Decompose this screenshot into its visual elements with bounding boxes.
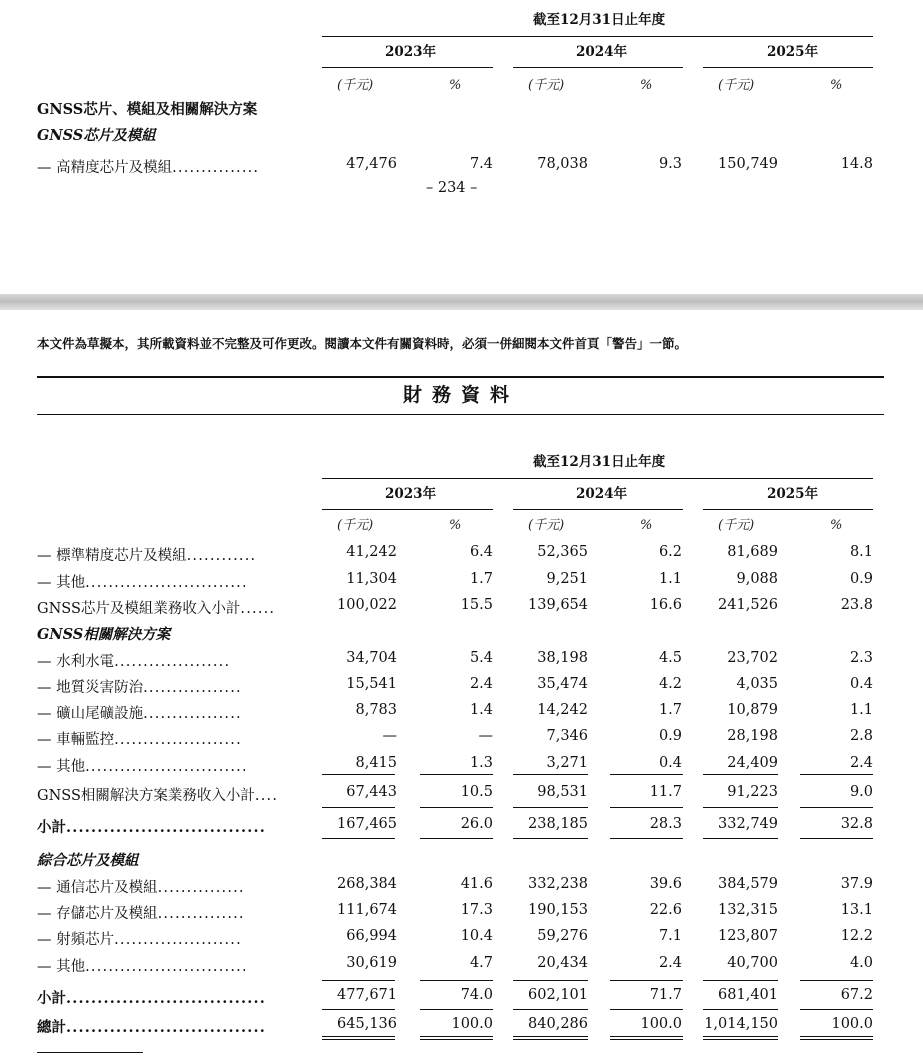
cell-2023-pct: 6.4 xyxy=(469,544,493,560)
cell-2023-amount: 67,443 xyxy=(346,784,397,800)
table-row xyxy=(0,876,923,896)
cell-2024-amount: 190,153 xyxy=(528,902,588,918)
cell-2024-amount: 602,101 xyxy=(528,987,588,1003)
period-underline xyxy=(322,478,873,479)
rule-after-other-2023a xyxy=(322,774,395,775)
rule-before-subtotal-2025a xyxy=(703,807,778,808)
rule-before-subtotal-2024p xyxy=(610,807,683,808)
row-label: — 地質災害防治................. xyxy=(37,680,242,696)
rule-before-subtotal-2023p xyxy=(420,807,493,808)
cell-2025-amount: 91,223 xyxy=(727,784,778,800)
rule-after-other-2023p xyxy=(420,774,493,775)
cell-2025-amount: 1,014,150 xyxy=(704,1016,778,1032)
cell-2023-amount: 47,476 xyxy=(346,156,397,172)
rule-before-subtotal2-2025a xyxy=(703,980,778,981)
title-rule-top xyxy=(37,376,884,378)
cell-2023-pct: 10.4 xyxy=(460,928,493,944)
cell-2025-pct: 1.1 xyxy=(849,702,873,718)
row-label: — 車輛監控...................... xyxy=(37,732,242,748)
top-year-underline-2023 xyxy=(322,67,493,68)
top-row-high-precision xyxy=(0,156,923,176)
cell-2023-pct: 4.7 xyxy=(469,955,493,971)
cell-2024-pct: 9.3 xyxy=(658,156,682,172)
cell-2024-amount: 332,238 xyxy=(528,876,588,892)
cell-2024-amount: 7,346 xyxy=(546,728,588,744)
cell-2025-pct: 9.0 xyxy=(849,784,873,800)
table-row xyxy=(0,544,923,564)
total-double-rule-2023p-2 xyxy=(420,1039,493,1040)
cell-2024-pct: 7.1 xyxy=(658,928,682,944)
rule-before-subtotal2-2025p xyxy=(800,980,873,981)
cell-2025-amount: 24,409 xyxy=(727,755,778,771)
year-2024: 2024年 xyxy=(576,486,628,502)
cell-2025-amount: 241,526 xyxy=(718,597,778,613)
cell-2024-pct: 28.3 xyxy=(649,816,682,832)
cell-2023-amount: 111,674 xyxy=(337,902,397,918)
rule-before-total-2025a xyxy=(703,1009,778,1010)
cell-2023-amount: 30,619 xyxy=(346,955,397,971)
cell-2024-amount: 59,276 xyxy=(537,928,588,944)
cell-2024-pct: 39.6 xyxy=(649,876,682,892)
table-row xyxy=(0,784,923,804)
total-double-rule-2023p-1 xyxy=(420,1036,493,1037)
row-label: — 高精度芯片及模組............... xyxy=(37,160,260,176)
cell-2024-pct: 16.6 xyxy=(649,597,682,613)
row-label: — 其他............................ xyxy=(37,959,248,975)
table-row xyxy=(0,955,923,975)
section-title: 財務資料 xyxy=(403,384,520,406)
cell-2024-amount: 78,038 xyxy=(537,156,588,172)
rule-before-total-2025p xyxy=(800,1009,873,1010)
rule-before-subtotal2-2023p xyxy=(420,980,493,981)
cell-2025-amount: 23,702 xyxy=(727,650,778,666)
row-label: GNSS相關解決方案業務收入小計.... xyxy=(37,788,279,804)
table-row xyxy=(0,928,923,948)
cell-2023-amount: 8,415 xyxy=(355,755,397,771)
row-label: — 射頻芯片...................... xyxy=(37,932,242,948)
cell-2024-pct: 0.4 xyxy=(658,755,682,771)
cell-2025-pct: 2.3 xyxy=(849,650,873,666)
rule-before-subtotal-2023a xyxy=(322,807,395,808)
top-unit-amount-2024: (千元) xyxy=(528,78,565,93)
row-label: — 存儲芯片及模組............... xyxy=(37,906,245,922)
cell-2023-amount: 645,136 xyxy=(337,1016,397,1032)
row-label: — 礦山尾礦設施................. xyxy=(37,706,242,722)
cell-2024-amount: 35,474 xyxy=(537,676,588,692)
group-heading: 綜合芯片及模組 xyxy=(37,852,139,869)
top-year-2025: 2025年 xyxy=(767,44,819,60)
cell-2023-pct: 5.4 xyxy=(469,650,493,666)
row-label: — 水利水電.................... xyxy=(37,654,231,670)
title-rule-bottom xyxy=(37,414,884,415)
table-row xyxy=(0,676,923,696)
cell-2025-amount: 40,700 xyxy=(727,955,778,971)
top-year-underline-2024 xyxy=(513,67,683,68)
unit-amount-2025: (千元) xyxy=(718,518,755,533)
top-year-2024: 2024年 xyxy=(576,44,628,60)
cell-2024-amount: 139,654 xyxy=(528,597,588,613)
cell-2024-amount: 9,251 xyxy=(546,571,588,587)
top-unit-pct-2024: % xyxy=(640,78,653,93)
cell-2025-amount: 28,198 xyxy=(727,728,778,744)
cell-2025-pct: 4.0 xyxy=(849,955,873,971)
cell-2025-amount: 150,749 xyxy=(718,156,778,172)
row-label: 小計................................ xyxy=(37,990,266,1007)
year-2025: 2025年 xyxy=(767,486,819,502)
cell-2024-pct: 1.7 xyxy=(658,702,682,718)
cell-2025-pct: 2.8 xyxy=(849,728,873,744)
cell-2025-pct: 0.9 xyxy=(849,571,873,587)
cell-2024-amount: 20,434 xyxy=(537,955,588,971)
rule-before-total-2024a xyxy=(513,1009,588,1010)
rule-after-other-2024a xyxy=(513,774,588,775)
cell-2025-pct: 2.4 xyxy=(849,755,873,771)
cell-2025-pct: 67.2 xyxy=(840,987,873,1003)
rule-after-subtotal-2024a xyxy=(513,838,588,839)
cell-2023-amount: 15,541 xyxy=(346,676,397,692)
period-header: 截至12月31日止年度 xyxy=(533,454,666,470)
top-year-underline-2025 xyxy=(703,67,873,68)
year-underline-2024 xyxy=(513,509,683,510)
cell-2025-amount: 4,035 xyxy=(736,676,778,692)
unit-amount-2024: (千元) xyxy=(528,518,565,533)
cell-2024-pct: 1.1 xyxy=(658,571,682,587)
cell-2023-amount: 8,783 xyxy=(355,702,397,718)
rule-before-subtotal2-2023a xyxy=(322,980,395,981)
cell-2023-amount: 100,022 xyxy=(337,597,397,613)
table-row xyxy=(0,1016,923,1036)
row-label: GNSS芯片及模組業務收入小計...... xyxy=(37,601,276,617)
table-row xyxy=(0,571,923,591)
cell-2025-pct: 8.1 xyxy=(849,544,873,560)
cell-2024-pct: 22.6 xyxy=(649,902,682,918)
cell-2024-amount: 14,242 xyxy=(537,702,588,718)
table-row xyxy=(0,597,923,617)
cell-2023-amount: 167,465 xyxy=(337,816,397,832)
cell-2024-amount: 238,185 xyxy=(528,816,588,832)
page-break-divider xyxy=(0,294,923,310)
row-label: — 其他............................ xyxy=(37,575,248,591)
cell-2025-amount: 81,689 xyxy=(727,544,778,560)
cell-2023-amount: 11,304 xyxy=(346,571,397,587)
cell-2024-pct: 4.2 xyxy=(658,676,682,692)
total-double-rule-2024p-2 xyxy=(610,1039,683,1040)
total-double-rule-2025a-1 xyxy=(703,1036,778,1037)
rule-after-subtotal-2023a xyxy=(322,838,395,839)
cell-2023-pct: 2.4 xyxy=(469,676,493,692)
page-number: – 234 – xyxy=(426,180,478,196)
rule-after-other-2025p xyxy=(800,774,873,775)
footnote-rule xyxy=(37,1052,143,1053)
total-double-rule-2023a-2 xyxy=(322,1039,395,1040)
cell-2023-pct: 74.0 xyxy=(460,987,493,1003)
top-period-header: 截至12月31日止年度 xyxy=(533,12,666,28)
cell-2023-pct: 7.4 xyxy=(469,156,493,172)
rule-after-subtotal-2025a xyxy=(703,838,778,839)
cell-2023-pct: 100.0 xyxy=(451,1016,493,1032)
cell-2025-amount: 132,315 xyxy=(718,902,778,918)
cell-2024-pct: 6.2 xyxy=(658,544,682,560)
cell-2023-amount: 66,994 xyxy=(346,928,397,944)
cell-2023-pct: 1.7 xyxy=(469,571,493,587)
unit-pct-2025: % xyxy=(830,518,843,533)
top-section-heading: GNSS芯片、模組及相關解決方案 xyxy=(37,101,258,118)
cell-2025-amount: 123,807 xyxy=(718,928,778,944)
rule-before-subtotal2-2024a xyxy=(513,980,588,981)
group-heading: GNSS相關解決方案 xyxy=(37,626,171,643)
cell-2023-pct: 26.0 xyxy=(460,816,493,832)
top-unit-amount-2025: (千元) xyxy=(718,78,755,93)
rule-before-total-2023a xyxy=(322,1009,395,1010)
cell-2025-amount: 681,401 xyxy=(718,987,778,1003)
cell-2023-pct: 1.3 xyxy=(469,755,493,771)
row-label: 總計................................ xyxy=(37,1019,266,1036)
cell-2023-pct: — xyxy=(478,728,493,744)
total-double-rule-2024p-1 xyxy=(610,1036,683,1037)
rule-after-other-2024p xyxy=(610,774,683,775)
cell-2024-pct: 11.7 xyxy=(649,784,682,800)
rule-after-subtotal-2025p xyxy=(800,838,873,839)
total-double-rule-2025p-1 xyxy=(800,1036,873,1037)
table-row xyxy=(0,849,923,869)
cell-2023-amount: 477,671 xyxy=(337,987,397,1003)
cell-2024-amount: 3,271 xyxy=(546,755,588,771)
rule-before-subtotal2-2024p xyxy=(610,980,683,981)
row-label: — 標準精度芯片及模組............ xyxy=(37,548,257,564)
row-label: — 通信芯片及模組............... xyxy=(37,880,245,896)
cell-2024-pct: 71.7 xyxy=(649,987,682,1003)
year-underline-2023 xyxy=(322,509,493,510)
cell-2023-amount: 41,242 xyxy=(346,544,397,560)
cell-2025-pct: 13.1 xyxy=(840,902,873,918)
cell-2023-pct: 10.5 xyxy=(460,784,493,800)
total-double-rule-2025a-2 xyxy=(703,1039,778,1040)
table-row xyxy=(0,816,923,836)
cell-2025-pct: 0.4 xyxy=(849,676,873,692)
top-unit-amount-2023: (千元) xyxy=(337,78,374,93)
row-label: — 其他............................ xyxy=(37,759,248,775)
top-year-2023: 2023年 xyxy=(385,44,437,60)
top-period-underline xyxy=(322,36,873,37)
year-underline-2025 xyxy=(703,509,873,510)
table-row xyxy=(0,902,923,922)
rule-after-subtotal-2023p xyxy=(420,838,493,839)
cell-2024-pct: 2.4 xyxy=(658,955,682,971)
draft-notice: 本文件為草擬本，其所載資料並不完整及可作更改。閱讀本文件有關資料時，必須一併細閱本文件首頁「警告」一節。 xyxy=(37,336,688,351)
unit-amount-2023: (千元) xyxy=(337,518,374,533)
table-row xyxy=(0,755,923,775)
cell-2023-amount: — xyxy=(382,728,397,744)
rule-after-subtotal-2024p xyxy=(610,838,683,839)
cell-2025-pct: 23.8 xyxy=(840,597,873,613)
table-row xyxy=(0,987,923,1007)
cell-2024-pct: 100.0 xyxy=(640,1016,682,1032)
table-row xyxy=(0,623,923,643)
table-row xyxy=(0,702,923,722)
table-row xyxy=(0,650,923,670)
cell-2023-pct: 15.5 xyxy=(460,597,493,613)
cell-2025-pct: 37.9 xyxy=(840,876,873,892)
rule-after-other-2025a xyxy=(703,774,778,775)
cell-2023-amount: 268,384 xyxy=(337,876,397,892)
cell-2024-pct: 4.5 xyxy=(658,650,682,666)
total-double-rule-2024a-1 xyxy=(513,1036,588,1037)
total-double-rule-2023a-1 xyxy=(322,1036,395,1037)
year-2023: 2023年 xyxy=(385,486,437,502)
top-unit-pct-2023: % xyxy=(449,78,462,93)
cell-2025-amount: 332,749 xyxy=(718,816,778,832)
unit-pct-2023: % xyxy=(449,518,462,533)
top-unit-pct-2025: % xyxy=(830,78,843,93)
cell-2025-amount: 10,879 xyxy=(727,702,778,718)
table-row xyxy=(0,728,923,748)
total-double-rule-2025p-2 xyxy=(800,1039,873,1040)
cell-2024-amount: 840,286 xyxy=(528,1016,588,1032)
cell-2025-amount: 384,579 xyxy=(718,876,778,892)
cell-2025-amount: 9,088 xyxy=(736,571,778,587)
cell-2023-pct: 41.6 xyxy=(460,876,493,892)
cell-2025-pct: 32.8 xyxy=(840,816,873,832)
top-sub-heading: GNSS芯片及模組 xyxy=(37,127,156,144)
cell-2024-amount: 98,531 xyxy=(537,784,588,800)
cell-2023-pct: 17.3 xyxy=(460,902,493,918)
rule-before-subtotal-2024a xyxy=(513,807,588,808)
cell-2023-pct: 1.4 xyxy=(469,702,493,718)
cell-2024-amount: 52,365 xyxy=(537,544,588,560)
rule-before-total-2024p xyxy=(610,1009,683,1010)
cell-2024-amount: 38,198 xyxy=(537,650,588,666)
cell-2025-pct: 14.8 xyxy=(840,156,873,172)
cell-2025-pct: 12.2 xyxy=(840,928,873,944)
row-label: 小計................................ xyxy=(37,819,266,836)
unit-pct-2024: % xyxy=(640,518,653,533)
cell-2025-pct: 100.0 xyxy=(831,1016,873,1032)
total-double-rule-2024a-2 xyxy=(513,1039,588,1040)
cell-2023-amount: 34,704 xyxy=(346,650,397,666)
rule-before-subtotal-2025p xyxy=(800,807,873,808)
rule-before-total-2023p xyxy=(420,1009,493,1010)
cell-2024-pct: 0.9 xyxy=(658,728,682,744)
